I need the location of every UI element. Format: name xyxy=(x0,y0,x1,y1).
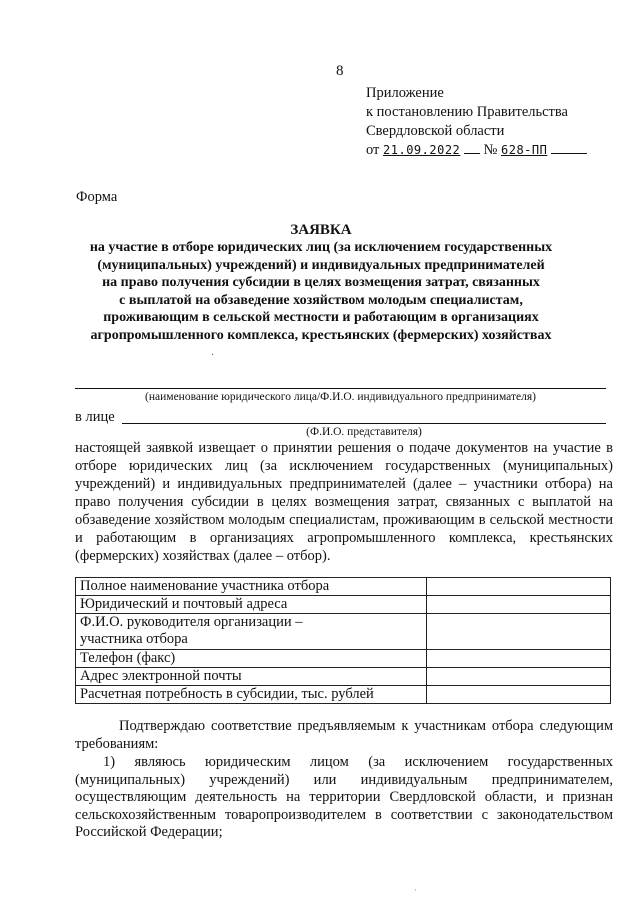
subtitle-line: агропромышленного комплекса, крестьянских (фермерских) хозяйствах xyxy=(90,327,552,343)
subtitle-line: проживающим в сельской местности и работающим в организациях xyxy=(103,310,539,326)
scan-speck: · xyxy=(211,350,215,361)
table-row-label: Расчетная потребность в субсидии, тыс. рублей xyxy=(76,686,427,704)
table-row xyxy=(76,614,611,650)
scan-speck: · xyxy=(414,885,417,895)
requirement-item-1 xyxy=(75,754,613,842)
number-prefix: № xyxy=(483,142,498,158)
table-row xyxy=(76,686,611,704)
table-row-value-field[interactable] xyxy=(427,596,611,614)
table-row-value-field[interactable] xyxy=(427,668,611,686)
participant-info-table xyxy=(75,577,611,704)
document-title: ЗАЯВКА xyxy=(290,222,352,238)
resolution-date: 21.09.2022 xyxy=(383,143,461,157)
appendix-block xyxy=(366,84,587,160)
table-row-value-field[interactable] xyxy=(427,686,611,704)
table-row-label: Полное наименование участника отбора xyxy=(76,578,427,596)
requirement-item-1-text: 1) являюсь юридическим лицом (за исключением государственных (муниципальных) учреждений) или индивидуальным предпринимателем, осуществляющим деятельность на территории Свердловской области, и признан сельскохозяйственным товаропроизводителем в соответствии с законодательством Российской Федерации; xyxy=(75,754,613,840)
appendix-date-line xyxy=(366,141,587,160)
table-row-label: Адрес электронной почты xyxy=(76,668,427,686)
confirm-paragraph xyxy=(75,718,613,753)
table-row xyxy=(76,578,611,596)
date-underline xyxy=(464,141,480,154)
table-row xyxy=(76,668,611,686)
table-row-label: Телефон (факс) xyxy=(76,650,427,668)
subtitle-line: на участие в отборе юридических лиц (за исключением государственных xyxy=(89,240,553,255)
table-row-value-field[interactable] xyxy=(427,614,611,650)
appendix-line-2: к постановлению Правительства xyxy=(366,104,568,120)
table-row xyxy=(76,596,611,614)
representative-caption: (Ф.И.О. представителя) xyxy=(306,426,422,438)
appendix-line-1: Приложение xyxy=(366,85,444,101)
applicant-name-line xyxy=(75,388,606,389)
confirm-text: Подтверждаю соответствие предъявляемым к участникам отбора следующим требованиям: xyxy=(75,718,613,752)
document-subtitle xyxy=(60,239,582,345)
page-number: 8 xyxy=(336,63,344,79)
table-row-label: Юридический и почтовый адреса xyxy=(76,596,427,614)
intro-paragraph: настоящей заявкой извещает о принятии решения о подаче документов на участие в отборе юридических лиц (за исключением государственных (муниципальных) учреждений) и индивидуальных предпринимателей (далее – участники отбора) на право получения субсидии в целях возмещения затрат, связанных с выплатой на обзаведение хозяйством молодым специалистам, проживающим в сельской местности и работающим в организациях агропромышленного комплекса, крестьянских (фермерских) хозяйствах (далее – отбор). xyxy=(75,440,613,564)
face-label: в лице xyxy=(75,409,115,425)
date-prefix: от xyxy=(366,142,380,158)
resolution-number: 628-ПП xyxy=(501,143,548,157)
number-underline xyxy=(551,141,587,154)
table-row xyxy=(76,650,611,668)
applicant-name-caption: (наименование юридического лица/Ф.И.О. индивидуального предпринимателя) xyxy=(145,391,536,403)
subtitle-line: (муниципальных) учреждений) и индивидуальных предпринимателей xyxy=(97,257,545,273)
appendix-line-3: Свердловской области xyxy=(366,123,505,139)
representative-name-line xyxy=(122,423,606,424)
subtitle-line: на право получения субсидии в целях возмещения затрат, связанных xyxy=(102,275,540,291)
subtitle-line: с выплатой на обзаведение хозяйством молодым специалистам, xyxy=(119,292,523,308)
table-row-value-field[interactable] xyxy=(427,578,611,596)
form-label: Форма xyxy=(76,189,118,205)
table-row-label: Ф.И.О. руководителя организации – участника отбора xyxy=(76,614,427,650)
table-row-value-field[interactable] xyxy=(427,650,611,668)
